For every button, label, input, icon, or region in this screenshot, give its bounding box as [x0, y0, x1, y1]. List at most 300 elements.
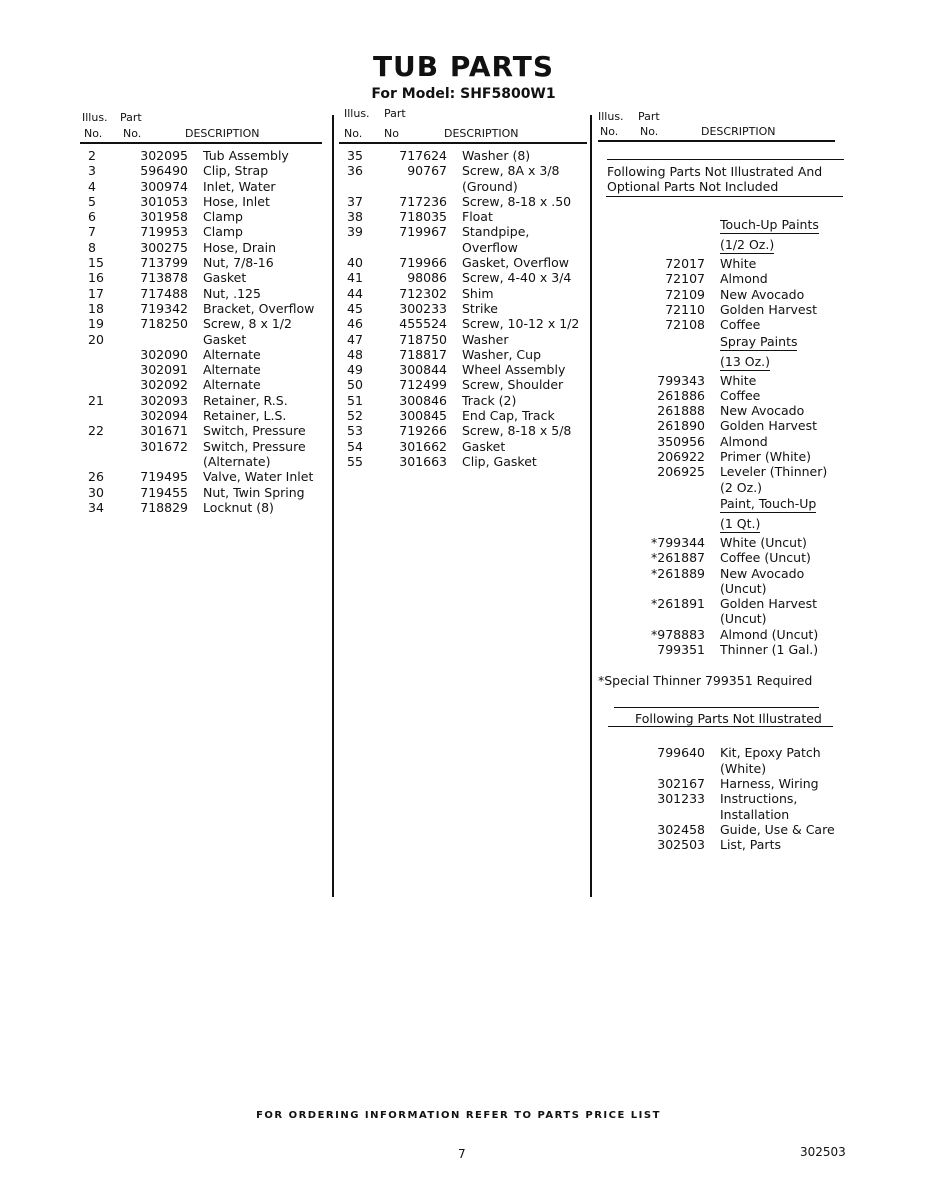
table-row [347, 362, 587, 377]
part-number: 90767 [407, 163, 447, 179]
section-heading [598, 515, 843, 535]
illus-number: 45 [347, 300, 363, 316]
illus-number: 5 [88, 193, 96, 209]
part-description [720, 333, 797, 351]
part-description [720, 611, 767, 626]
part-description-text: Coffee [720, 317, 761, 333]
table-row [347, 255, 587, 270]
illus-number: 46 [347, 316, 363, 332]
illus-number: 30 [88, 484, 104, 500]
part-number: 261888 [657, 403, 705, 419]
intro-line: Following Parts Not Illustrated And [607, 164, 823, 179]
part-description: Track (2) [462, 392, 517, 408]
part-description: List, Parts [720, 837, 781, 853]
table-row [88, 332, 328, 347]
col1-header-no: No. [84, 127, 103, 140]
table-row [598, 566, 843, 581]
part-description [720, 287, 804, 302]
part-number: 719966 [399, 255, 447, 271]
table-row [88, 194, 328, 209]
part-number: 302167 [657, 776, 705, 792]
column-divider [590, 115, 592, 897]
illus-number: 49 [347, 362, 363, 378]
table-row [88, 439, 328, 454]
part-description: Clamp [203, 224, 243, 240]
table-row [88, 224, 328, 239]
part-description: Instructions, [720, 791, 798, 807]
table-row [598, 745, 843, 760]
table-row [88, 469, 328, 484]
part-number: 717236 [399, 193, 447, 209]
part-description [720, 317, 760, 332]
table-row [598, 464, 843, 479]
part-number: 301053 [140, 193, 188, 209]
part-number: 712302 [399, 285, 447, 301]
col2-header-part: Part [384, 107, 406, 120]
part-description-text: Golden Harvest [720, 418, 818, 434]
parts-column-1 [88, 148, 328, 515]
part-number: *261891 [651, 596, 705, 612]
part-description [720, 464, 827, 479]
table-row [88, 316, 328, 331]
part-number: 302093 [140, 392, 188, 408]
table-row [598, 761, 843, 776]
special-thinner-note: *Special Thinner 799351 Required [598, 673, 813, 689]
part-number: 712499 [399, 377, 447, 393]
illus-number: 18 [88, 300, 104, 316]
table-row [347, 148, 587, 163]
part-number: 301662 [399, 438, 447, 454]
part-description: Bracket, Overflow [203, 300, 315, 316]
table-row [347, 316, 587, 331]
col3-header-no: No. [600, 125, 619, 138]
illus-number: 17 [88, 285, 104, 301]
table-row [347, 224, 587, 239]
part-number: 718829 [140, 499, 188, 515]
part-description: Retainer, R.S. [203, 392, 288, 408]
intro-top-rule [607, 159, 844, 160]
illus-number: 15 [88, 255, 104, 271]
part-description: Guide, Use & Care [720, 821, 835, 837]
part-number: 261890 [657, 418, 705, 434]
part-description: Installation [720, 806, 790, 822]
part-number: 300844 [399, 362, 447, 378]
part-description-text: Almond [720, 271, 768, 287]
illus-number: 40 [347, 255, 363, 271]
part-description: Clip, Strap [203, 163, 269, 179]
part-description: Locknut (8) [203, 499, 274, 515]
illus-number: 26 [88, 469, 104, 485]
table-row [88, 347, 328, 362]
part-number: 713799 [140, 255, 188, 271]
part-description: Screw, Shoulder [462, 377, 564, 393]
part-description: Retainer, L.S. [203, 408, 287, 424]
part-description-text: Almond [720, 433, 768, 449]
table-row [88, 485, 328, 500]
parts-column-3 [598, 164, 843, 853]
part-description: Inlet, Water [203, 178, 276, 194]
illus-number: 6 [88, 209, 96, 225]
part-description [720, 495, 816, 513]
part-description: Wheel Assembly [462, 362, 566, 378]
illus-number: 38 [347, 209, 363, 225]
illus-number: 8 [88, 239, 96, 255]
table-row [598, 418, 843, 433]
part-description-text: White [720, 256, 757, 272]
part-number: 350956 [657, 433, 705, 449]
part-number: 719967 [399, 224, 447, 240]
table-row [598, 627, 843, 642]
illus-number: 44 [347, 285, 363, 301]
column-divider [332, 115, 334, 897]
part-description [720, 581, 767, 596]
table-row [598, 271, 843, 286]
illus-number: 36 [347, 163, 363, 179]
table-row [347, 163, 587, 178]
illus-number: 16 [88, 270, 104, 286]
table-row [88, 408, 328, 423]
part-number: 718750 [399, 331, 447, 347]
part-number: 301672 [140, 438, 188, 454]
col2-header-illus: Illus. [344, 107, 370, 120]
part-number: 719495 [140, 469, 188, 485]
part-number: 72110 [665, 301, 705, 317]
part-description-text: (13 Oz.) [720, 353, 771, 369]
table-row [347, 332, 587, 347]
part-number: 799351 [657, 642, 705, 658]
table-row [598, 317, 843, 332]
part-description-text: (1 Qt.) [720, 515, 761, 531]
parts-column-2 [347, 148, 587, 469]
part-description: Screw, 8 x 1/2 [203, 316, 292, 332]
part-number: 718817 [399, 346, 447, 362]
illus-number: 35 [347, 148, 363, 163]
part-number: 596490 [140, 163, 188, 179]
illus-number: 19 [88, 316, 104, 332]
part-description: Nut, 7/8-16 [203, 255, 274, 271]
illus-number: 54 [347, 438, 363, 454]
part-description: Switch, Pressure [203, 438, 306, 454]
part-description [720, 596, 817, 611]
section-heading [598, 216, 843, 236]
part-number: 72108 [665, 317, 705, 333]
table-row [598, 596, 843, 611]
part-number: 302092 [140, 377, 188, 393]
part-number: 302095 [140, 148, 188, 163]
part-number: 72107 [665, 271, 705, 287]
part-description-text: Coffee (Uncut) [720, 550, 811, 566]
part-description: Hose, Inlet [203, 193, 270, 209]
table-row [347, 393, 587, 408]
illus-number: 20 [88, 331, 104, 347]
part-description-text: New Avocado [720, 403, 805, 419]
illus-number: 41 [347, 270, 363, 286]
part-description: Alternate [203, 362, 261, 378]
col1-header-rule [80, 142, 322, 144]
table-row [88, 286, 328, 301]
table-row [88, 454, 328, 469]
table-row [598, 302, 843, 317]
table-row [347, 454, 587, 469]
illus-number: 21 [88, 392, 104, 408]
part-description [720, 403, 804, 418]
col2-header-no: No. [344, 127, 363, 140]
part-description [720, 256, 756, 271]
part-description [720, 550, 811, 565]
table-row [88, 148, 328, 163]
part-description: Gasket [203, 331, 247, 347]
part-number: 72109 [665, 286, 705, 302]
col1-header-no2: No. [123, 127, 142, 140]
page-number: 7 [458, 1147, 466, 1161]
part-description: Kit, Epoxy Patch [720, 745, 821, 761]
part-description: Alternate [203, 346, 261, 362]
part-description: Screw, 8-18 x .50 [462, 193, 572, 209]
part-number: 72017 [665, 256, 705, 272]
illus-number: 53 [347, 423, 363, 439]
part-description: Gasket [462, 438, 506, 454]
part-description: End Cap, Track [462, 408, 555, 424]
part-description [720, 480, 762, 495]
table-row [598, 837, 843, 852]
part-number: 98086 [407, 270, 447, 286]
table-row [347, 439, 587, 454]
section-heading [598, 236, 843, 256]
part-description: Screw, 8-18 x 5/8 [462, 423, 572, 439]
part-description: Washer (8) [462, 148, 531, 163]
section-heading [598, 353, 843, 373]
table-row [347, 301, 587, 316]
table-row [88, 362, 328, 377]
part-description-text: White [720, 372, 757, 388]
part-description [720, 418, 817, 433]
part-number: *261887 [651, 550, 705, 566]
table-row [598, 287, 843, 302]
part-description-text: (2 Oz.) [720, 479, 763, 495]
part-description [720, 515, 760, 533]
part-number: 300974 [140, 178, 188, 194]
part-description: Hose, Drain [203, 239, 277, 255]
section-heading [598, 333, 843, 353]
part-number: 206922 [657, 449, 705, 465]
part-number: 300275 [140, 239, 188, 255]
table-row [88, 163, 328, 178]
part-number: 717624 [399, 148, 447, 163]
part-number: 300846 [399, 392, 447, 408]
part-description: Screw, 4-40 x 3/4 [462, 270, 572, 286]
part-description-text: Golden Harvest [720, 301, 818, 317]
part-number: 799640 [657, 745, 705, 761]
illus-number: 3 [88, 163, 96, 179]
col2-header-description: DESCRIPTION [444, 127, 519, 140]
part-description-text: Paint, Touch-Up [720, 495, 817, 511]
part-number: 301233 [657, 791, 705, 807]
page-title: TUB PARTS [372, 50, 555, 83]
table-row [598, 611, 843, 626]
part-description [720, 373, 756, 388]
table-row [598, 256, 843, 271]
document-number: 302503 [800, 1145, 846, 1159]
part-description [720, 535, 807, 550]
part-number: 719455 [140, 484, 188, 500]
table-row [598, 776, 843, 791]
illus-number: 47 [347, 331, 363, 347]
part-description [720, 353, 770, 371]
table-row [598, 480, 843, 495]
table-row [347, 179, 587, 194]
section-heading [598, 495, 843, 515]
part-description: Nut, .125 [203, 285, 261, 301]
part-description: Washer [462, 331, 509, 347]
part-number: *261889 [651, 565, 705, 581]
table-row [347, 377, 587, 392]
table-row [88, 270, 328, 285]
part-description-text: Touch-Up Paints [720, 217, 819, 233]
table-row [88, 500, 328, 515]
illus-number: 52 [347, 408, 363, 424]
part-description: Screw, 10-12 x 1/2 [462, 316, 580, 332]
part-number: 301663 [399, 453, 447, 469]
part-number: 719953 [140, 224, 188, 240]
part-number: 300233 [399, 300, 447, 316]
part-description: Strike [462, 300, 498, 316]
ordering-footer: FOR ORDERING INFORMATION REFER TO PARTS PRICE LIST [256, 1110, 661, 1121]
table-row [347, 270, 587, 285]
table-row [598, 434, 843, 449]
part-description: Nut, Twin Spring [203, 484, 305, 500]
part-description [720, 302, 817, 317]
part-number: 302458 [657, 821, 705, 837]
part-number: 713878 [140, 270, 188, 286]
part-number: 206925 [657, 464, 705, 480]
illus-number: 50 [347, 377, 363, 393]
part-number: *799344 [651, 534, 705, 550]
part-description [720, 434, 768, 449]
table-row [598, 388, 843, 403]
part-description: Washer, Cup [462, 346, 542, 362]
table-row [598, 791, 843, 806]
part-number: 302503 [657, 837, 705, 853]
table-row [88, 393, 328, 408]
illus-number: 55 [347, 453, 363, 469]
part-number: 300845 [399, 408, 447, 424]
part-description: Harness, Wiring [720, 776, 819, 792]
table-row [347, 209, 587, 224]
table-row [347, 194, 587, 209]
part-description [720, 216, 819, 234]
part-description: Float [462, 209, 493, 225]
part-description-text: Spray Paints [720, 333, 798, 349]
part-description [720, 566, 804, 581]
col3-header-no2: No. [640, 125, 659, 138]
table-row [598, 581, 843, 596]
part-number: 455524 [399, 316, 447, 332]
illus-number: 39 [347, 224, 363, 240]
part-description: Tub Assembly [203, 148, 289, 163]
table-row [88, 301, 328, 316]
col3-header-illus: Illus. [598, 110, 624, 123]
part-description: Clip, Gasket [462, 453, 537, 469]
part-description: Gasket [203, 270, 247, 286]
table-row [347, 423, 587, 438]
illus-number: 2 [88, 148, 96, 163]
illus-number: 7 [88, 224, 96, 240]
part-description-text: White (Uncut) [720, 534, 807, 550]
part-description: (Ground) [462, 178, 518, 194]
part-description [720, 449, 811, 464]
col2-header-no2: No [384, 127, 399, 140]
table-row [88, 209, 328, 224]
part-description: Shim [462, 285, 494, 301]
col1-header-description: DESCRIPTION [185, 127, 260, 140]
table-row [347, 240, 587, 255]
col3-header-rule [598, 140, 835, 142]
part-description-text: Leveler (Thinner) [720, 464, 828, 480]
table-row [598, 550, 843, 565]
part-number: 301958 [140, 209, 188, 225]
part-number: *978883 [651, 626, 705, 642]
part-description: Screw, 8A x 3/8 [462, 163, 560, 179]
part-description: (Alternate) [203, 453, 271, 469]
part-description: Standpipe, [462, 224, 530, 240]
table-row [88, 423, 328, 438]
part-number: 301671 [140, 423, 188, 439]
part-number: 799343 [657, 372, 705, 388]
section-not-illustrated-title: Following Parts Not Illustrated [635, 710, 822, 726]
col2-header-rule [339, 142, 587, 144]
part-description: Clamp [203, 209, 243, 225]
table-row [347, 408, 587, 423]
table-row [88, 240, 328, 255]
part-description [720, 236, 774, 254]
part-description: Switch, Pressure [203, 423, 306, 439]
part-description [720, 642, 818, 657]
col3-header-part: Part [638, 110, 660, 123]
part-number: 719266 [399, 423, 447, 439]
part-number: 718035 [399, 209, 447, 225]
illus-number: 34 [88, 499, 104, 515]
table-row [88, 377, 328, 392]
part-description: Gasket, Overflow [462, 255, 570, 271]
part-description: (White) [720, 760, 767, 776]
part-number: 718250 [140, 316, 188, 332]
part-number: 302094 [140, 408, 188, 424]
part-number: 719342 [140, 300, 188, 316]
col1-header-illus: Illus. [82, 111, 108, 124]
part-description: Valve, Water Inlet [203, 469, 314, 485]
part-number: 302090 [140, 346, 188, 362]
illus-number: 48 [347, 346, 363, 362]
part-description-text: (Uncut) [720, 580, 767, 596]
col3-header-description: DESCRIPTION [701, 125, 776, 138]
table-row [598, 403, 843, 418]
part-description-text: Golden Harvest [720, 596, 818, 612]
table-row [347, 286, 587, 301]
illus-number: 4 [88, 178, 96, 194]
part-number: 302091 [140, 362, 188, 378]
illus-number: 37 [347, 193, 363, 209]
table-row [598, 807, 843, 822]
part-number: 717488 [140, 285, 188, 301]
part-description: Alternate [203, 377, 261, 393]
table-row [598, 535, 843, 550]
illus-number: 22 [88, 423, 104, 439]
part-description-text: (Uncut) [720, 611, 767, 627]
model-subtitle: For Model: SHF5800W1 [371, 86, 556, 102]
part-description: Overflow [462, 239, 518, 255]
part-description-text: (1/2 Oz.) [720, 237, 775, 253]
part-description-text: Almond (Uncut) [720, 626, 819, 642]
